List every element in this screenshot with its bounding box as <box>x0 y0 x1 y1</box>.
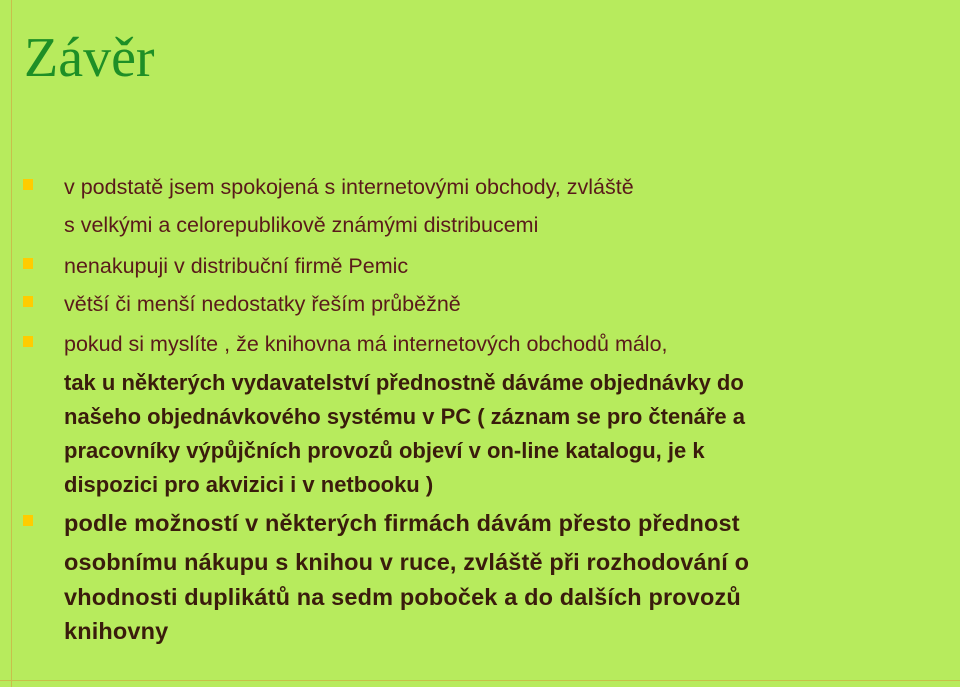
bullet-4-line-2: tak u některých vydavatelství přednostně dáváme objednávky do <box>64 370 744 395</box>
bullet-4-line-1: pokud si myslíte , že knihovna má internetových obchodů málo, <box>64 332 668 356</box>
bullet-5-line-1: podle možností v některých firmách dávám přesto přednost <box>64 510 740 536</box>
square-bullet-icon <box>23 515 33 526</box>
square-bullet-icon <box>23 336 33 347</box>
bullet-4-line-4: pracovníky výpůjčních provozů objeví v on-line katalogu, je k <box>64 438 705 463</box>
bullet-4-line-5: dispozici pro akvizici i v netbooku ) <box>64 472 434 497</box>
slide-title: Závěr <box>24 27 155 89</box>
bullet-1-line-1: v podstatě jsem spokojená s internetovými obchody, zvláště <box>64 175 634 199</box>
square-bullet-icon <box>23 179 33 190</box>
bullet-5-line-3: vhodnosti duplikátů na sedm poboček a do dalších provozů <box>64 584 741 610</box>
bullet-1-line-2: s velkými a celorepublikově známými distribucemi <box>64 213 539 237</box>
square-bullet-icon <box>23 296 33 307</box>
bullet-5-line-2: osobnímu nákupu s knihou v ruce, zvláště při rozhodování o <box>64 549 750 575</box>
bullet-5-line-4: knihovny <box>64 618 169 644</box>
bullet-4-line-3: našeho objednávkového systému v PC ( záznam se pro čtenáře a <box>64 404 746 429</box>
square-bullet-icon <box>23 258 33 269</box>
bullet-3-line-1: větší či menší nedostatky řeším průběžně <box>64 292 461 316</box>
bullet-2-line-1: nenakupuji v distribuční firmě Pemic <box>64 254 409 278</box>
